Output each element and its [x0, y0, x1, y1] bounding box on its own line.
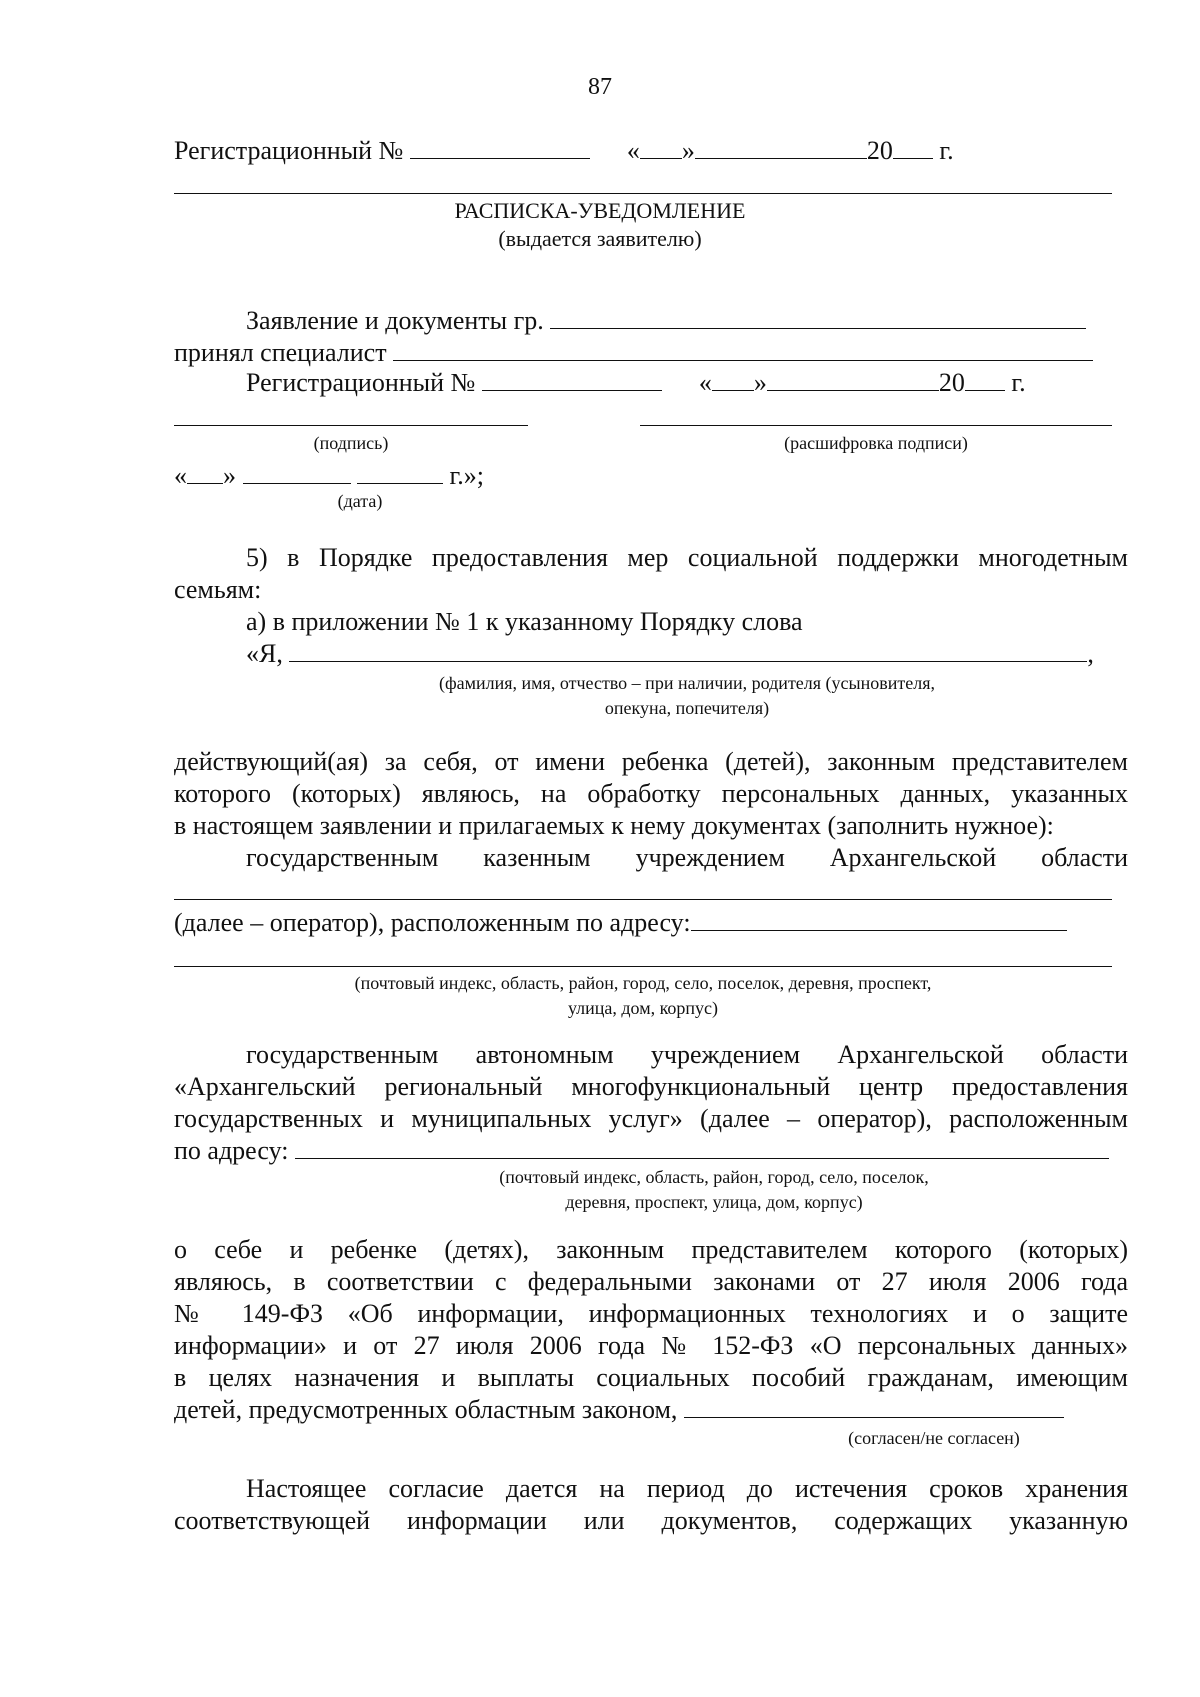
- top-reg-day-blank: [640, 136, 682, 159]
- period-line-2: соответствующей информации или документов, содержащих указанную: [174, 1506, 1128, 1535]
- applicant-name-blank: [550, 306, 1086, 329]
- receipt-close-quote: »: [753, 368, 767, 397]
- signature-decode-line: [640, 425, 1112, 426]
- receipt-month-blank: [767, 368, 939, 391]
- consent-line-1: о себе и ребенке (детях), законным представителем которого (которых): [174, 1235, 1128, 1264]
- separator-line: [174, 193, 1112, 194]
- receipt-year-suffix: г.: [1011, 368, 1026, 397]
- ya-line: [246, 639, 1094, 669]
- top-registration-line: [174, 136, 954, 166]
- receipt-subtitle: (выдается заявителю): [498, 226, 702, 251]
- date-year-blank: [357, 461, 443, 484]
- specialist-name-blank: [393, 338, 1093, 361]
- top-reg-year-suffix: г.: [939, 136, 954, 165]
- signature-caption: (подпись): [313, 433, 389, 453]
- date-caption: (дата): [337, 491, 383, 511]
- date-line: [174, 461, 484, 491]
- receipt-day-blank: [712, 368, 754, 391]
- operator-address-label: (далее – оператор), расположенным по адресу:: [174, 908, 691, 937]
- consent-line-6: [174, 1395, 1064, 1425]
- top-reg-label: Регистрационный №: [174, 136, 404, 165]
- item5-line-2: семьям:: [174, 575, 262, 604]
- top-reg-year-blank: [893, 136, 933, 159]
- receipt-registration-line: [246, 368, 1026, 398]
- top-reg-close-quote: »: [681, 136, 695, 165]
- address-caption-2: улица, дом, корпус): [567, 998, 719, 1018]
- acting-line-2: которого (которых) являюсь, на обработку персональных данных, указанных: [174, 779, 1128, 808]
- date-end: г.»;: [449, 461, 484, 490]
- specialist-label: принял специалист: [174, 338, 387, 367]
- date-day-blank: [187, 461, 223, 484]
- applicant-line: [246, 306, 1086, 336]
- receipt-year-prefix: 20: [938, 368, 965, 397]
- consent-line-4: информации» и от 27 июля 2006 года № 152-ФЗ «О персональных данных»: [174, 1331, 1128, 1360]
- consent-line-5: в целях назначения и выплаты социальных пособий гражданам, имеющим: [174, 1363, 1128, 1392]
- page-number: 87: [588, 74, 612, 100]
- receipt-year-blank: [965, 368, 1005, 391]
- receipt-reg-number-blank: [482, 368, 662, 391]
- address2-caption-2: деревня, проспект, улица, дом, корпус): [565, 1192, 863, 1212]
- acting-line-1: действующий(ая) за себя, от имени ребенка (детей), законным представителем: [174, 747, 1128, 776]
- date-month-blank: [243, 461, 351, 484]
- ya-prefix: «Я,: [246, 639, 283, 668]
- operator-address-line: [174, 908, 1067, 938]
- top-reg-number-blank: [410, 136, 590, 159]
- date-open-quote: «: [174, 461, 187, 490]
- receipt-reg-label: Регистрационный №: [246, 368, 476, 397]
- agree-caption: (согласен/не согласен): [848, 1428, 1020, 1448]
- receipt-open-quote: «: [698, 368, 712, 397]
- signature-decode-caption: (расшифровка подписи): [784, 433, 968, 453]
- fio-caption-1: (фамилия, имя, отчество – при наличии, родителя (усыновителя,: [438, 673, 936, 693]
- gku-name-blank: [174, 899, 1112, 900]
- date-close-quote: »: [223, 461, 236, 490]
- acting-line-3: в настоящем заявлении и прилагаемых к нему документах (заполнить нужное):: [174, 811, 1054, 840]
- receipt-title: РАСПИСКА-УВЕДОМЛЕНИЕ: [454, 198, 746, 223]
- ya-suffix: ,: [1087, 639, 1094, 668]
- top-reg-open-quote: «: [626, 136, 640, 165]
- specialist-line: [174, 338, 1093, 368]
- top-reg-year-prefix: 20: [866, 136, 893, 165]
- applicant-label: Заявление и документы гр.: [246, 306, 544, 335]
- fio-caption-2: опекуна, попечителя): [604, 698, 770, 718]
- consent-line-3: № 149-ФЗ «Об информации, информационных технологиях и о защите: [174, 1299, 1128, 1328]
- gau-line-4: [174, 1136, 1109, 1166]
- operator-address-blank: [691, 908, 1067, 931]
- period-line-1: Настоящее согласие дается на период до истечения сроков хранения: [246, 1474, 1128, 1503]
- signature-line: [174, 425, 528, 426]
- address-caption-1: (почтовый индекс, область, район, город, село, поселок, деревня, проспект,: [354, 973, 932, 993]
- gku-line: государственным казенным учреждением Архангельской области: [246, 843, 1128, 872]
- operator-address-blank-2: [174, 966, 1112, 967]
- fio-blank: [289, 639, 1087, 662]
- gau-address-blank: [295, 1136, 1109, 1159]
- gau-line-1: государственным автономным учреждением Архангельской области: [246, 1040, 1128, 1069]
- item-a-line: а) в приложении № 1 к указанному Порядку слова: [246, 607, 803, 636]
- gau-address-label: по адресу:: [174, 1136, 289, 1165]
- gau-line-2: «Архангельский региональный многофункциональный центр предоставления: [174, 1072, 1128, 1101]
- top-reg-month-blank: [695, 136, 867, 159]
- item5-line-1: 5) в Порядке предоставления мер социальной поддержки многодетным: [246, 543, 1128, 572]
- gau-line-3: государственных и муниципальных услуг» (далее – оператор), расположенным: [174, 1104, 1128, 1133]
- consent-text-end: детей, предусмотренных областным законом,: [174, 1395, 678, 1424]
- agree-blank: [684, 1395, 1064, 1418]
- consent-line-2: являюсь, в соответствии с федеральными законами от 27 июля 2006 года: [174, 1267, 1128, 1296]
- address2-caption-1: (почтовый индекс, область, район, город, село, поселок,: [499, 1167, 929, 1187]
